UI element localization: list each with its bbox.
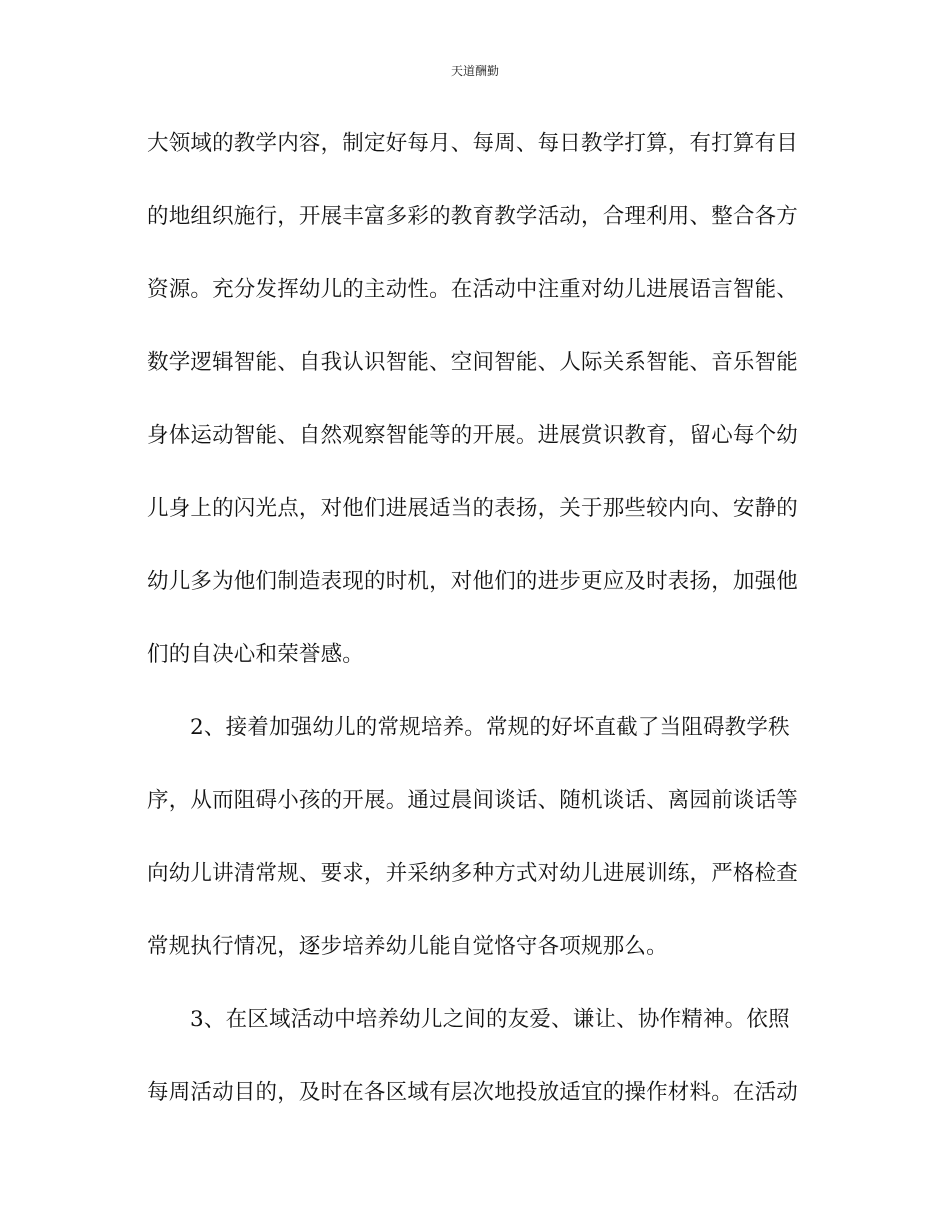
paragraph-3-start: 3、在区域活动中培养幼儿之间的友爱、谦让、协作精神。依照 — [190, 1007, 790, 1032]
page-header: 天道酬勤 — [450, 64, 499, 78]
text-line-11: 向幼儿讲清常规、要求，并采纳多种方式对幼儿进展训练，严格检查 — [147, 861, 799, 886]
text-line-4: 数学逻辑智能、自我认识智能、空间智能、人际关系智能、音乐智能 — [147, 350, 799, 375]
document-body — [147, 120, 807, 1142]
text-line-5: 身体运动智能、自然观察智能等的开展。进展赏识教育，留心每个幼 — [147, 423, 799, 448]
text-line-2: 的地组织施行，开展丰富多彩的教育教学活动，合理利用、整合各方 — [147, 204, 799, 229]
text-line-6: 儿身上的闪光点，对他们进展适当的表扬，关于那些较内向、安静的 — [147, 496, 799, 521]
paragraph-2-start: 2、接着加强幼儿的常规培养。常规的好坏直截了当阻碍教学秩 — [190, 715, 790, 740]
text-line-7: 幼儿多为他们制造表现的时机，对他们的进步更应及时表扬，加强他 — [147, 569, 799, 594]
text-line-10: 序，从而阻碍小孩的开展。通过晨间谈话、随机谈话、离园前谈话等 — [147, 788, 799, 813]
text-line-14: 每周活动目的，及时在各区域有层次地投放适宜的操作材料。在活动 — [147, 1080, 799, 1105]
text-line-1: 大领域的教学内容，制定好每月、每周、每日教学打算，有打算有目 — [147, 131, 799, 156]
text-line-12: 常规执行情况，逐步培养幼儿能自觉恪守各项规那么。 — [147, 934, 668, 959]
text-line-3: 资源。充分发挥幼儿的主动性。在活动中注重对幼儿进展语言智能、 — [147, 277, 799, 302]
text-line-8: 们的自决心和荣誉感。 — [147, 642, 365, 667]
